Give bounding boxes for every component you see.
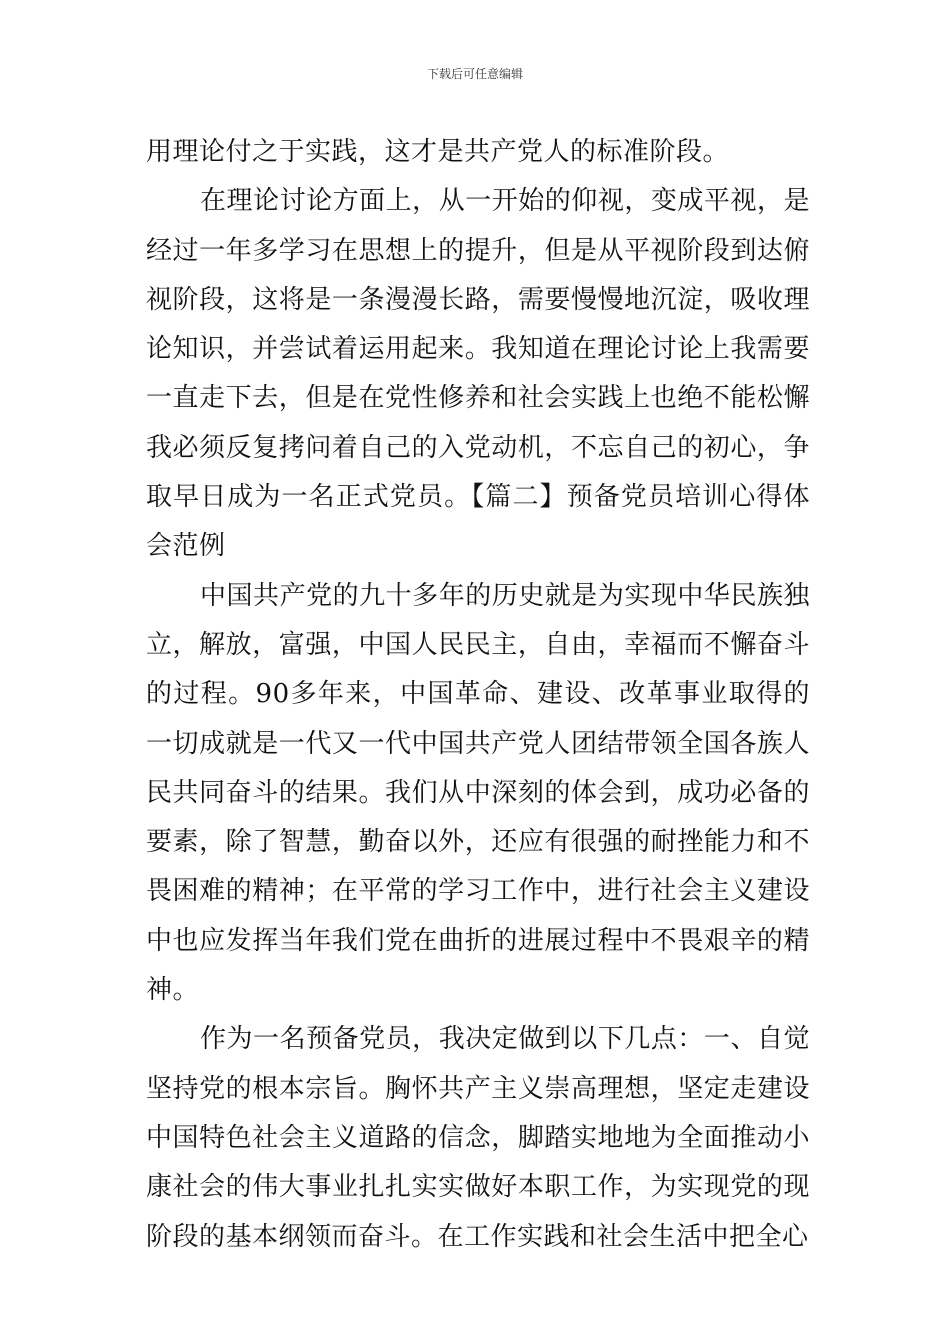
paragraph-theory-discussion: 在理论讨论方面上，从一开始的仰视，变成平视，是经过一年多学习在思想上的提升，但是从平视阶段到达俯视阶段，这将是一条漫漫长路，需要慢慢地沉淀，吸收理论知识，并尝试着运用起来。我知道在理论讨论上我需要一直走下去，但是在党性修养和社会实践上也绝不能松懈我必须反复拷问着自己的入党动机，不忘自己的初心，争取早日成为一名正式党员。【篇二】预备党员培训心得体会范例: [146, 186, 810, 562]
document-body: [146, 128, 810, 1262]
paragraph-party-history: 中国共产党的九十多年的历史就是为实现中华民族独立，解放，富强，中国人民民主，自由，幸福而不懈奋斗的过程。90多年来，中国革命、建设、改革事业取得的一切成就是一代又一代中国共产党人团结带领全国各族人民共同奋斗的结果。我们从中深刻的体会到，成功必备的要素，除了智慧，勤奋以外，还应有很强的耐挫能力和不畏困难的精神；在平常的学习工作中，进行社会主义建设中也应发挥当年我们党在曲折的进展过程中不畏艰辛的精神。: [146, 580, 810, 1006]
page-header: 下载后可任意编辑: [426, 67, 523, 81]
paragraph-resolutions: 作为一名预备党员，我决定做到以下几点：一、自觉坚持党的根本宗旨。胸怀共产主义崇高理想，坚定走建设中国特色社会主义道路的信念，脚踏实地地为全面推动小康社会的伟大事业扎扎实实做好本职工作，为实现党的现阶段的基本纲领而奋斗。在工作实践和社会生活中把全心: [146, 1024, 810, 1252]
paragraph-continuation: 用理论付之于实践，这才是共产党人的标准阶段。: [146, 137, 730, 167]
